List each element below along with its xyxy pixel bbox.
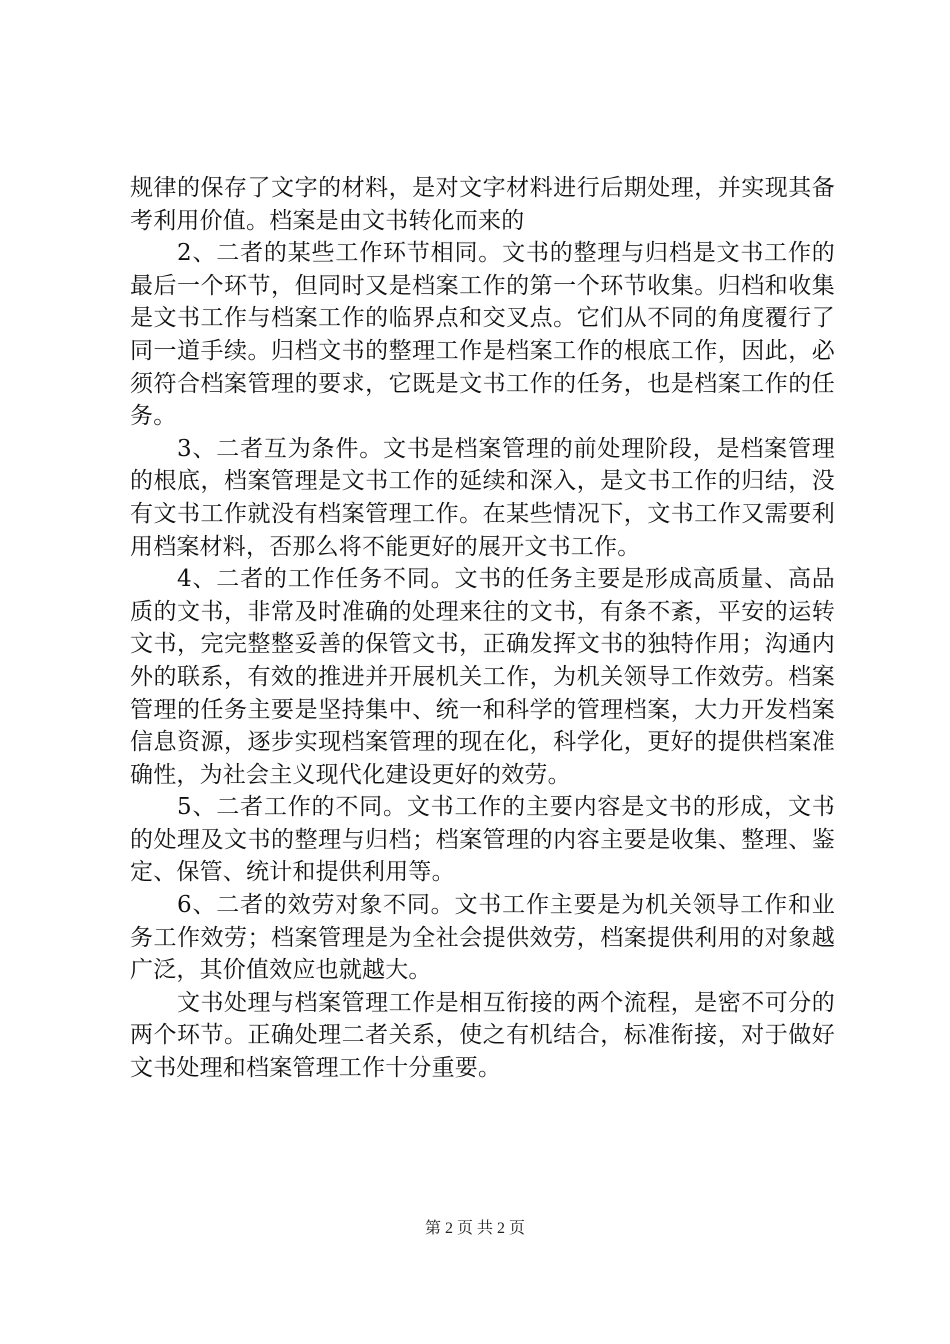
paragraph-point-2: 2、二者的某些工作环节相同。文书的整理与归档是文书工作的最后一个环节，但同时又是档案工作的第一个环节收集。归档和收集是文书工作与档案工作的临界点和交叉点。它们从不同的角度覆行了同一道手续。归档文书的整理工作是档案工作的根底工作，因此，必须符合档案管理的要求，它既是文书工作的任务，也是档案工作的任务。 bbox=[130, 240, 835, 430]
document-body bbox=[130, 172, 835, 1085]
paragraph-conclusion: 文书处理与档案管理工作是相互衔接的两个流程，是密不可分的两个环节。正确处理二者关系，使之有机结合，标准衔接，对于做好文书处理和档案管理工作十分重要。 bbox=[130, 989, 835, 1082]
paragraph-point-3: 3、二者互为条件。文书是档案管理的前处理阶段，是档案管理的根底，档案管理是文书工作的延续和深入，是文书工作的归结，没有文书工作就没有档案管理工作。在某些情况下，文书工作又需要利用档案材料，否那么将不能更好的展开文书工作。 bbox=[130, 435, 835, 560]
paragraph-point-5: 5、二者工作的不同。文书工作的主要内容是文书的形成，文书的处理及文书的整理与归档；档案管理的内容主要是收集、整理、鉴定、保管、统计和提供利用等。 bbox=[130, 794, 835, 886]
page-number-footer: 第 2 页 共 2 页 bbox=[424, 1220, 525, 1237]
paragraph-point-4: 4、二者的工作任务不同。文书的任务主要是形成高质量、高品质的文书，非常及时准确的处理来往的文书，有条不紊，平安的运转文书，完完整整妥善的保管文书，正确发挥文书的独特作用；沟通内外的联系，有效的推进并开展机关工作，为机关领导工作效劳。档案管理的任务主要是坚持集中、统一和科学的管理档案，大力开发档案信息资源，逐步实现档案管理的现在化，科学化，更好的提供档案准确性，为社会主义现代化建设更好的效劳。 bbox=[130, 566, 835, 788]
paragraph-continuation: 规律的保存了文字的材料，是对文字材料进行后期处理，并实现其备考利用价值。档案是由文书转化而来的 bbox=[130, 175, 835, 234]
paragraph-point-6: 6、二者的效劳对象不同。文书工作主要是为机关领导工作和业务工作效劳；档案管理是为全社会提供效劳，档案提供利用的对象越广泛，其价值效应也就越大。 bbox=[130, 892, 835, 984]
